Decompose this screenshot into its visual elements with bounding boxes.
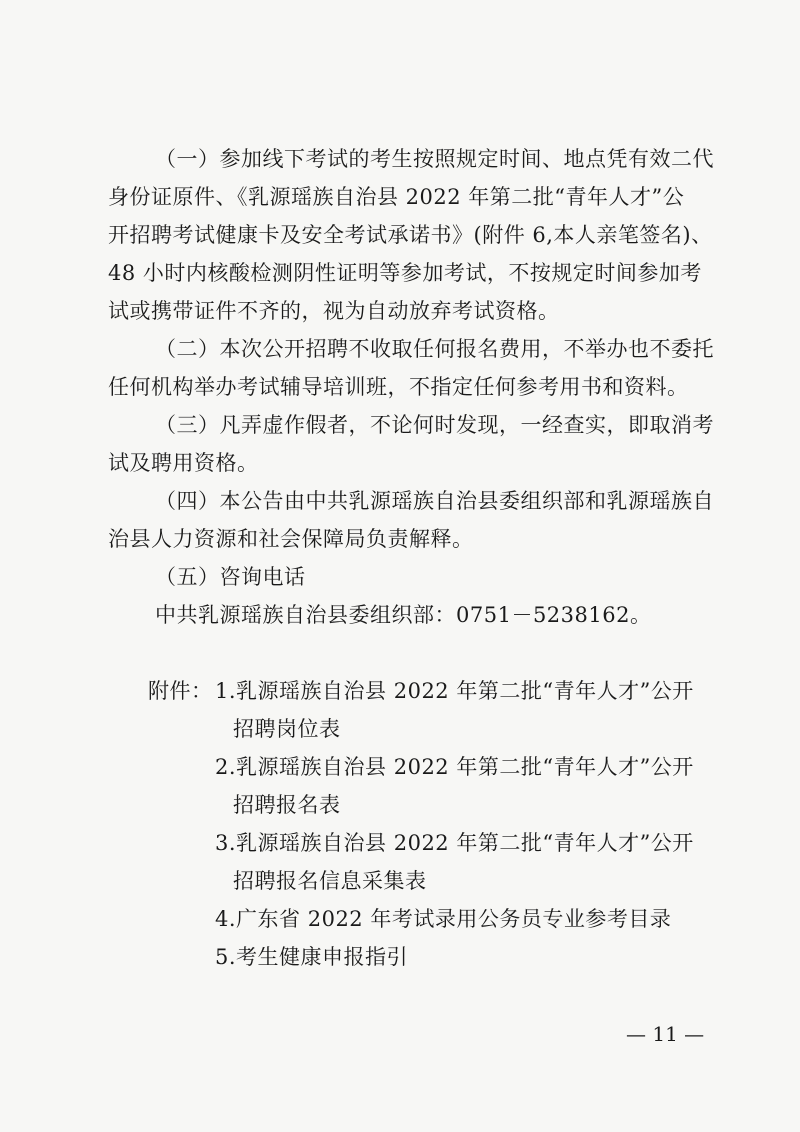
paragraph-line: 试或携带证件不齐的，视为自动放弃考试资格。: [108, 299, 560, 323]
page-number: — 11 —: [626, 1022, 705, 1046]
attachment-title: 考生健康申报指引: [236, 945, 409, 969]
contact-phone: 中共乳源瑶族自治县委组织部：0751－5238162。: [155, 603, 652, 627]
attachment-title-cont: 招聘报名信息采集表: [233, 869, 427, 893]
attachment-item: [215, 676, 694, 706]
attachment-title: 广东省 2022 年考试录用公务员专业参考目录: [236, 907, 672, 931]
attachment-number: 4.: [215, 907, 237, 931]
paragraph-line: 试及聘用资格。: [108, 451, 259, 475]
paragraph-line: （五）咨询电话: [155, 565, 306, 589]
attachment-item: [215, 904, 671, 934]
attachment-item: [215, 942, 408, 972]
attachment-number: 2.: [215, 755, 237, 779]
attachment-item: [215, 752, 694, 782]
paragraph-line: 治县人力资源和社会保障局负责解释。: [108, 527, 474, 551]
paragraph-line: 任何机构举办考试辅导培训班，不指定任何参考用书和资料。: [108, 375, 689, 399]
paragraph-line: 身份证原件、《乳源瑶族自治县 2022 年第二批“青年人才”公: [108, 185, 685, 209]
attachments-label: 附件：: [148, 679, 213, 703]
paragraph-line: （四）本公告由中共乳源瑶族自治县委组织部和乳源瑶族自: [155, 489, 714, 513]
paragraph-line: （一）参加线下考试的考生按照规定时间、地点凭有效二代: [155, 147, 714, 171]
attachment-number: 3.: [215, 831, 237, 855]
paragraph-line: （二）本次公开招聘不收取任何报名费用，不举办也不委托: [155, 337, 714, 361]
attachment-number: 1.: [215, 679, 237, 703]
paragraph-line: 48 小时内核酸检测阴性证明等参加考试，不按规定时间参加考: [108, 261, 702, 285]
attachment-title: 乳源瑶族自治县 2022 年第二批“青年人才”公开: [236, 755, 694, 779]
attachment-title-cont: 招聘报名表: [233, 793, 341, 817]
attachment-item: [215, 828, 694, 858]
attachment-title: 乳源瑶族自治县 2022 年第二批“青年人才”公开: [236, 831, 694, 855]
attachment-title-cont: 招聘岗位表: [233, 717, 341, 741]
paragraph-line: （三）凡弄虚作假者，不论何时发现，一经查实，即取消考: [155, 413, 714, 437]
attachment-title: 乳源瑶族自治县 2022 年第二批“青年人才”公开: [236, 679, 694, 703]
paragraph-line: 开招聘考试健康卡及安全考试承诺书》(附件 6,本人亲笔签名)、: [108, 223, 713, 247]
attachment-number: 5.: [215, 945, 237, 969]
